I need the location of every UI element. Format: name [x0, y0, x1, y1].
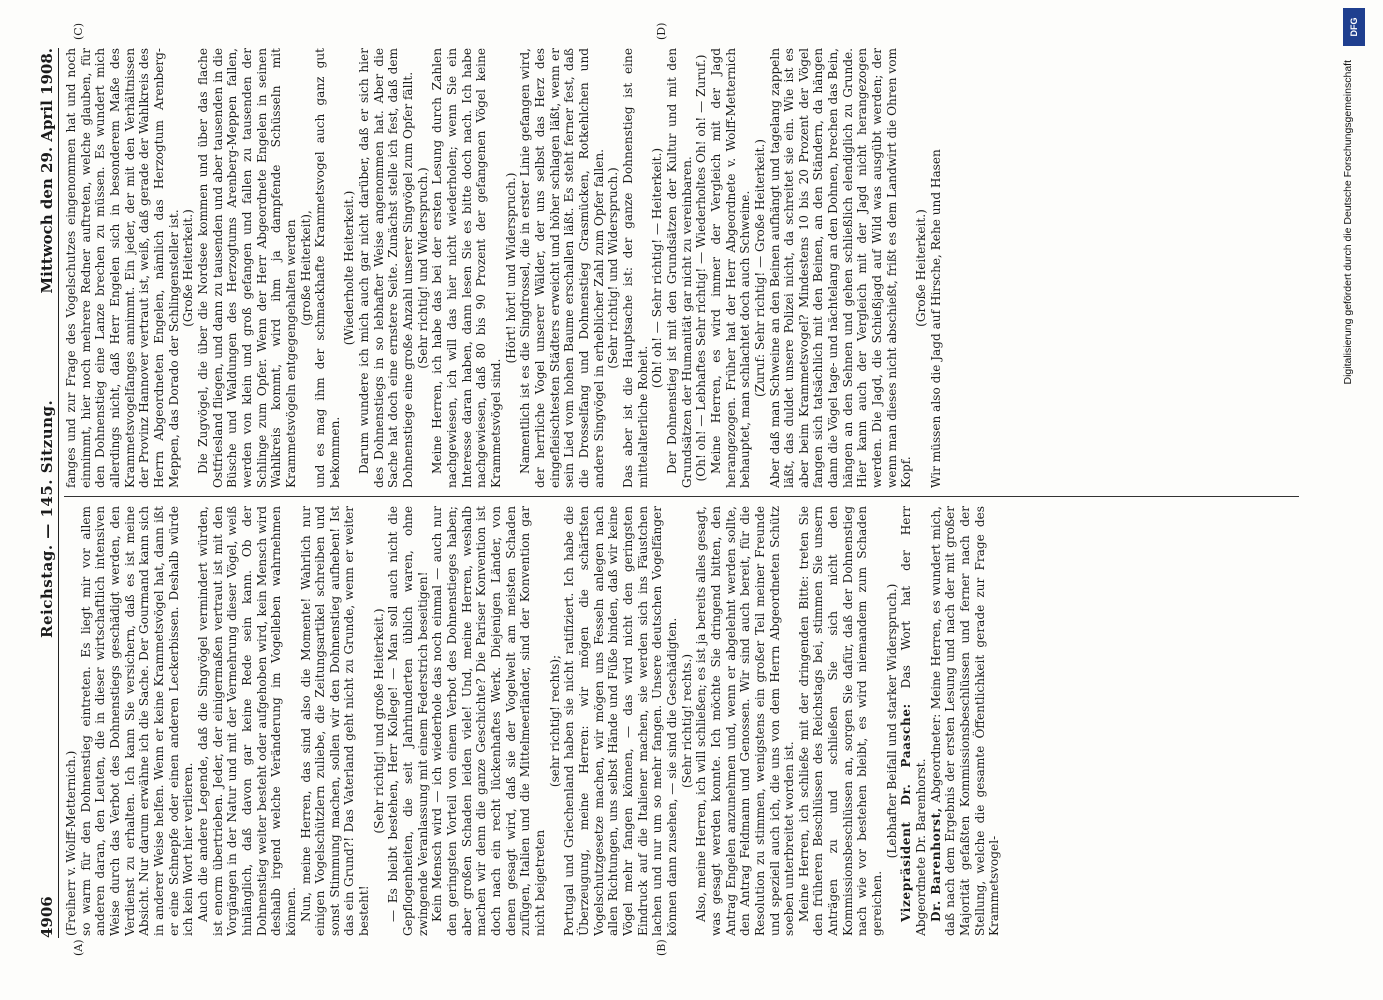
digitization-credit: [1340, 60, 1360, 960]
interjection: (große Heiterkeit),: [298, 210, 313, 326]
paragraph: Das aber ist die Hauptsache ist: der ganze Dohnenstieg ist eine mittelalterliche Roheit.: [620, 48, 650, 488]
interjection: (Oh! oh! — Lebhaftes Sehr richtig! — Wiederholtes Oh! oh! — Zuruf.): [694, 54, 709, 482]
paragraph: so warm für den Dohnenstieg eintreten. Es liegt mir vor allem anderen daran, den Leuten, die in dieser wirtschaftlich intensiven Weise durch das Verbot des Dohnenstiegs geschädigt werden, den Verdienst zu erhalten. Ich kann Sie versichern, daß es ist meine Absicht. Nur darum erwähne ich die Sache. Der Gourmand kann sich in anderer Weise helfen. Wenn er keine Krammetsvögel hat, dann ißt er eine Schnepfe oder einen anderen Leckerbissen. Deshalb würde ich kein Wort hier verlieren.: [78, 506, 196, 936]
interjection: (Sehr richtig! und große Heiterkeit.): [371, 608, 386, 834]
paragraph: Auch die andere Legende, daß die Singvögel vermindert würden, ist enorm übertrieben. Jeder, der einigermaßen vertraut ist mit den Vorgängen in der Natur und mit der Vermehrung dieser Vögel, weiß hinlänglich, daß davon gar keine Rede sein kann. Ob der Dohnenstieg weiter besteht oder aufgehoben wird, kein Mensch wird deshalb irgend welche Veränderung im Vogelleben wahrnehmen können.: [195, 506, 298, 936]
paragraph: Portugal und Griechenland haben sie nicht ratifiziert. Ich habe die Überzeugung, meine Herren: wir mögen die schärfsten Vogelschutzgesetze machen, wir mögen uns Fesseln anlegen nach allen Richtungen, uns selbst Hände und Füße binden, daß wir keine Vögel mehr fangen können, — das wird nicht den geringsten Eindruck auf die Italiener machen, sie werden sich ins Fäustchen lachen und nur um so mehr fangen. Unsere deutschen Vogelfänger können dann zusehen, — sie sind die Geschädigten.: [562, 506, 679, 936]
speaker-name: Dr. Barenhorst,: [928, 807, 943, 922]
margin-mark-c: (C): [72, 23, 85, 40]
interjection: (Hört! hört! und Widerspruch.): [503, 172, 518, 364]
paragraph: Kein Mensch wird — ich wiederhole das noch einmal — auch nur den geringsten Vorteil von einem Verbot des Dohnenstieges haben; aber großen Schaden leiden viele! Und, meine Herren, weshalb machen wir denn die ganze Geschichte? Die Pariser Konvention ist doch nach ein recht lückenhaftes Werk. Diejenigen Länder, von denen gesagt wird, daß sie der Vogelwelt am meisten Schaden zufügen, Italien und die Mittelmeerländer, sind der Konvention gar nicht beigetreten: [430, 506, 547, 936]
paragraph: (Freiherr v. Wolff-Metternich.): [64, 750, 78, 936]
margin-mark-d: (D): [655, 22, 668, 40]
dfg-logo: DFG: [1343, 8, 1365, 46]
paragraph: und es mag ihm der schmackhafte Krammetsvogel auch ganz gut bekommen.: [313, 48, 342, 488]
interjection: (Wiederholte Heiterkeit.): [342, 190, 357, 346]
speech-text: Abgeordneter: Meine Herren, es wundert mich, daß nach dem Ergebnis der ersten Lesung und nach der mit großer Majorität gefaßten Kommissionsbeschlüssen und ferner nach der Stellung, welche die gesamte Öffentlichkeit gerade zur Frage des Krammetsvogel-: [928, 506, 1002, 936]
page-header: [38, 48, 59, 938]
paragraph: Nun, meine Herren, das sind also die Momente! Wahrlich nur einigen Vogelschützlern zuliebe, die Zeitungsartikel schreiben und sonst Stimmung machen, sollen wir den Dohnenstieg aufheben! Ist das ein Grund?! Das Vaterland geht nicht zu Grunde, wenn er weiter besteht!: [298, 506, 372, 936]
interjection: (Sehr richtig! und Widerspruch.): [415, 167, 430, 369]
paragraph: Darum wundere ich mich auch gar nicht darüber, daß er sich hier des Dohnenstiegs in so lebhafter Weise angenommen hat. Aber die Sache hat doch eine ernstere Seite. Zunächst stelle ich fest, daß dem Dohnenstiege eine große Anzahl unserer Singvögel zum Opfer fällt.: [357, 48, 416, 488]
paragraph: Meine Herren, ich habe das bei der ersten Lesung durch Zahlen nachgewiesen, ich will das hier nicht wiederholen; wenn Sie ein Interesse daran haben, dann lesen Sie es bitte doch nach. Ich habe nachgewiesen, daß 80 bis 90 Prozent der gefangenen Vögel keine Krammetsvögel sind.: [430, 48, 504, 488]
session-date: Mittwoch den 29. April 1908.: [38, 48, 56, 294]
paragraph: Meine Herren, es wird immer der Vergleich mit der Jagd herangezogen. Früher hat der Herr Abgeordnete v. Wolff-Metternich behauptet, man schlachtet doch auch Schweine.: [708, 48, 753, 488]
paragraph: Aber daß man Schweine an den Beinen aufhängt und tagelang zappeln läßt, das duldet unsere Polizei nicht, da schreitet sie ein. Wie ist es aber beim Krammetsvogel? Mindestens 10 bis 20 Prozent der Vögel fangen sich tatsächlich mit den Beinen, an den Ständern, da hängen dann die Vögel tage- und nächtelang an den Dohnen, brechen das Bein, hängen an den Sehnen und gehen schließlich elendiglich zu Grunde. Hier kann auch der Vergleich mit der Jagd nicht herangezogen werden. Die Jagd, die Schießjagd auf Wild was ausgübt werden; der wenn man dieses nicht abschießt, frißt es dem Landwirt die Ohren vom Kopf.: [767, 48, 914, 488]
column-divider: [64, 496, 1299, 497]
paragraph: Wir müssen also die Jagd auf Hirsche, Rehe und Hasen: [928, 149, 943, 488]
speaker-name: Vizepräsident Dr. Paasche:: [899, 703, 914, 922]
interjection: (Zuruf: Sehr richtig! — Große Heiterkeit.): [752, 139, 767, 398]
interjection: (Sehr richtig! rechts.): [679, 653, 694, 789]
paragraph: [929, 506, 1002, 936]
interjection: (Große Heiterkeit.): [914, 209, 929, 327]
paragraph: Meine Herren, ich schließe mit der dringenden Bitte: treten Sie den früheren Beschlüssen des Reichstags bei, stimmen Sie unsern Anträgen zu und schließen Sie sich nicht den Kommissionsbeschlüssen an, sorgen Sie dafür, daß der Dohnenstieg nach wie vor bestehen bleibt, es wird niemandem zum Schaden gereichen.: [796, 506, 885, 936]
interjection: (Große Heiterkeit.): [181, 209, 196, 327]
paragraph: [899, 506, 928, 936]
margin-mark-b: (B): [655, 939, 668, 956]
interjection: (sehr richtig! rechts);: [547, 654, 562, 788]
text-column-left: [64, 506, 1299, 936]
credit-text: Digitalisierung gefördert durch die Deutsche Forschungsgemeinschaft: [1342, 60, 1354, 385]
margin-mark-a: (A): [72, 939, 85, 956]
text-column-right: [64, 48, 1299, 488]
paragraph: Namentlich ist es die Singdrossel, die in erster Linie gefangen wird, der herrliche Vogel unserer Wälder, der uns selbst das Herz des eingefleischtesten Städters erweicht und höher schlagen läßt, wenn er sein Lied vom hohen Baume erschallen läßt. Es steht ferner fest, daß die Drosselfang und Dohnenstieg Grasmücken, Rotkehlchen und andere Singvögel in erheblicher Zahl zum Opfer fallen.: [518, 48, 606, 488]
speech-text: Das Wort hat der Herr Abgeordnete Dr. Barenhorst.: [899, 506, 929, 936]
paragraph: fanges und zur Frage des Vogelschutzes eingenommen hat und noch einnimmt, hier noch mehrere Redner auftreten, welche glauben, für den Dohnenstieg eine Lanze brechen zu müssen. Es wundert mich allerdings nicht, daß Herr Engelen sich in besonderem Maße des Krammetsvogelfanges annimmt. Ein jeder, der mit den Verhältnissen der Provinz Hannover vertraut ist, weiß, daß gerade der Wahlkreis des Herrn Abgeordneten Engelen, nämlich das Herzogtum Arenberg-Meppen, das Dorado der Schlingensteller ist.: [64, 48, 181, 488]
page-number: 4906: [38, 896, 56, 938]
interjection: (Lebhafter Beifall und starker Widerspruch.): [884, 583, 899, 859]
paragraph: Die Zugvögel, die über die Nordsee kommen und über das flache Ostfriesland fliegen, und dann zu tausenden und aber tausenden in die Büsche und Waldungen des Herzogtums Arenberg-Meppen fallen, werden von klein und groß gefangen und fallen zu tausenden der Schlinge zum Opfer. Wenn der Herr Abgeordnete Engelen in seinen Wahlkreis kommt, wird ihm ja dampfende Schüsseln mit Krammetsvögeln entgegengehalten werden: [195, 48, 298, 488]
paragraph: Der Dohnenstieg ist mit den Grundsätzen der Kultur und mit den Grundsätzen der Humanität gar nicht zu vereinbaren.: [664, 48, 694, 488]
paragraph: — Es bleibt bestehen, Herr Kollege! — Man soll auch nicht die Gepflogenheiten, die seit Jahrhunderten üblich waren, ohne zwingende Veranlassung mit einem Federstrich beseitigen!: [386, 506, 430, 936]
interjection: (Sehr richtig! und Widerspruch.): [606, 167, 621, 369]
interjection: (Oh! oh! — Sehr richtig! — Heiterkeit.): [650, 147, 665, 389]
session-title: Reichstag. — 145. Sitzung.: [38, 399, 56, 638]
paragraph: Also, meine Herren, ich will schließen; es ist ja bereits alles gesagt, was gesagt werden konnte. Ich möchte Sie dringend bitten, den Antrag Engelen anzunehmen und, wenn er abgelehnt werden sollte, den Antrag Feldmann und Genossen. Wir sind auch bereit, für die Resolution zu stimmen, wenigstens ein großer Teil meiner Freunde und speziell auch ich, die uns von dem Herrn Abgeordneten Schütz soeben unterbreitet worden ist.: [694, 506, 797, 936]
